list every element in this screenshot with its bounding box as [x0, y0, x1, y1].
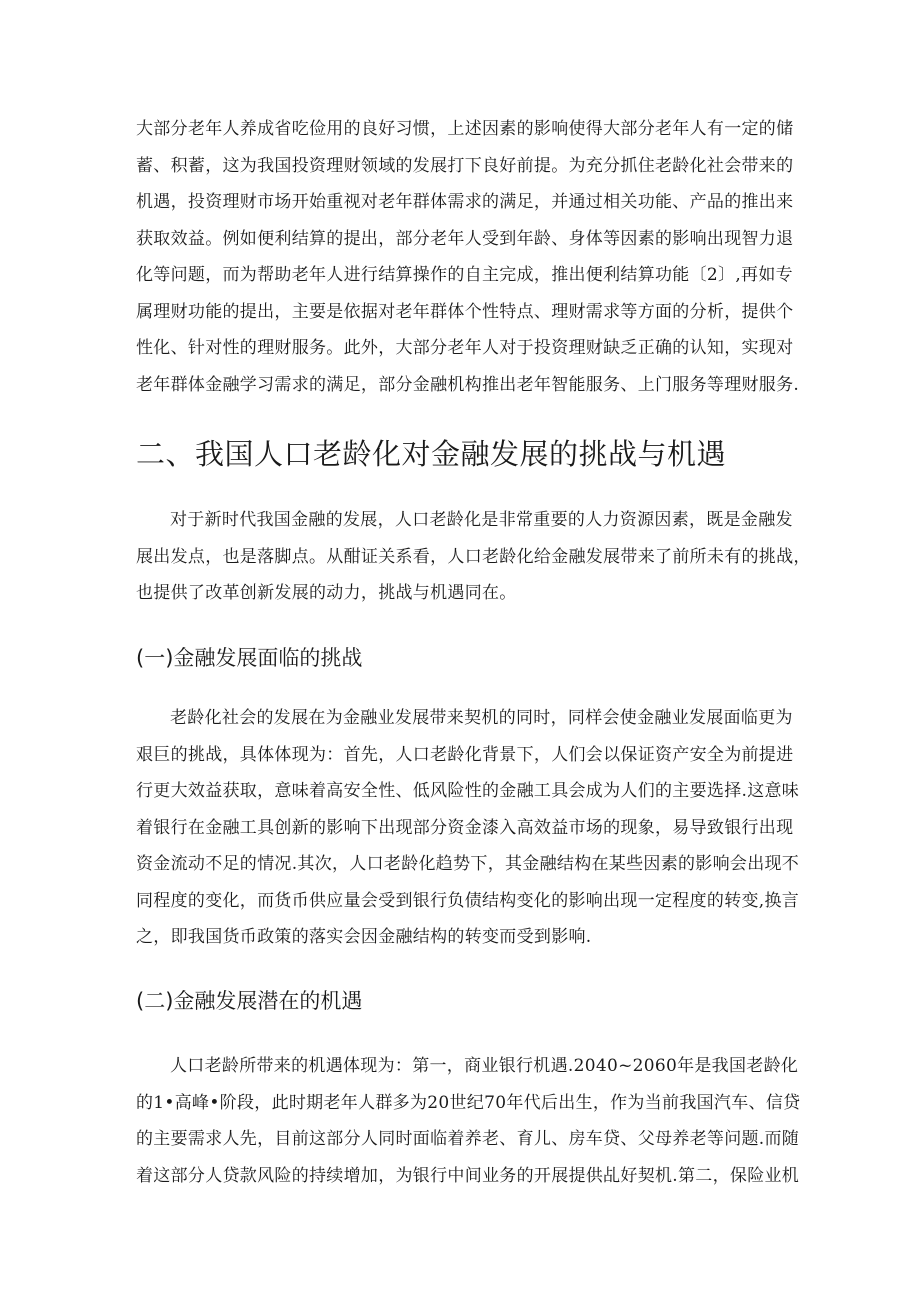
text-line: 之，即我国货币政策的落实会因金融结构的转变而受到影响.: [136, 927, 592, 947]
subsection-heading-opportunities: (二)金融发展潜在的机遇: [136, 989, 363, 1013]
text-line: 艰巨的挑战，具体体现为：首先，人口老龄化背景下，人们会以保证资产安全为前提进: [136, 744, 794, 765]
text-line: 老龄化社会的发展在为金融业发展带来契机的同时，同样会使金融业发展面临更为: [170, 708, 793, 728]
text-line: 资金流动不足的情况.其次，人口老龄化趋势下，其金融结构在某些因素的影响会出现不: [136, 854, 800, 874]
text-line: 大部分老年人养成省吃俭用的良好习惯，上述因素的影响使得大部分老年人有一定的储: [136, 119, 794, 139]
text-line: 展出发点，也是落脚点。从酣证关系看，人口老龄化给金融发展带来了前所未有的挑战，: [136, 546, 811, 567]
text-line: 行更大效益获取，意味着高安全性、低风险性的金融工具会成为人们的主要选择.这意味: [136, 781, 800, 801]
text-line: 老年群体金融学习需求的满足，部分金融机构推出老年智能服务、上门服务等理财服务.: [136, 374, 800, 395]
text-line: 属理财功能的提出，主要是依据对老年群体个性特点、理财需求等方面的分析，提供个: [136, 301, 794, 322]
text-line: 获取效益。例如便利结算的提出，部分老年人受到年龄、身体等因素的影响出现智力退: [136, 228, 794, 249]
section-heading-2: 二、我国人口老龄化对金融发展的挑战与机遇: [136, 437, 727, 471]
text-line: 着银行在金融工具创新的影响下出现部分资金漆入高效益市场的现象，易导致银行出现: [136, 817, 794, 838]
subsection-heading-challenges: (一)金融发展面临的挑战: [136, 646, 363, 670]
text-line: 的主要需求人先，目前这部分人同时面临着养老、育儿、房车贷、父母养老等问题.而随: [136, 1129, 800, 1149]
text-line: 化等问题，而为帮助老年人进行结算操作的自主完成，推出便利结算功能〔2〕,再如专: [136, 265, 793, 285]
text-line: 人口老龄所带来的机遇体现为：第一，商业银行机遇.2040~2060年是我国老龄化: [170, 1056, 799, 1076]
text-line: 机遇，投资理财市场开始重视对老年群体需求的满足，并通过相关功能、产品的推出来: [136, 192, 794, 212]
text-line: 也提供了改革创新发展的动力，挑战与机遇同在。: [136, 583, 517, 603]
paragraph-challenges: [136, 700, 800, 956]
text-line: 着这部分人贷款风险的持续增加，为银行中间业务的开展提供乩好契机.第二，保险业机: [136, 1165, 800, 1186]
paragraph-investment: [136, 111, 800, 403]
text-line: 的1•高峰•阶段，此时期老年人群多为20世纪70年代后出生，作为当前我国汽车、信贷: [136, 1092, 801, 1113]
paragraph-opportunities: [136, 1048, 801, 1194]
text-line: 对于新时代我国金融的发展，人口老龄化是非常重要的人力资源因素，既是金融发: [170, 510, 793, 530]
text-line: 同程度的变化，而货币供应量会受到银行负债结构变化的影响出现一定程度的转变,换言: [136, 890, 800, 911]
paragraph-intro: [136, 502, 811, 612]
text-line: 蓄、积蓄，这为我国投资理财领域的发展打下良好前提。为充分抓住老龄化社会带来的: [136, 155, 794, 176]
text-line: 性化、针对性的理财服务。此外，大部分老年人对于投资理财缺乏正确的认知，实现对: [136, 338, 794, 358]
